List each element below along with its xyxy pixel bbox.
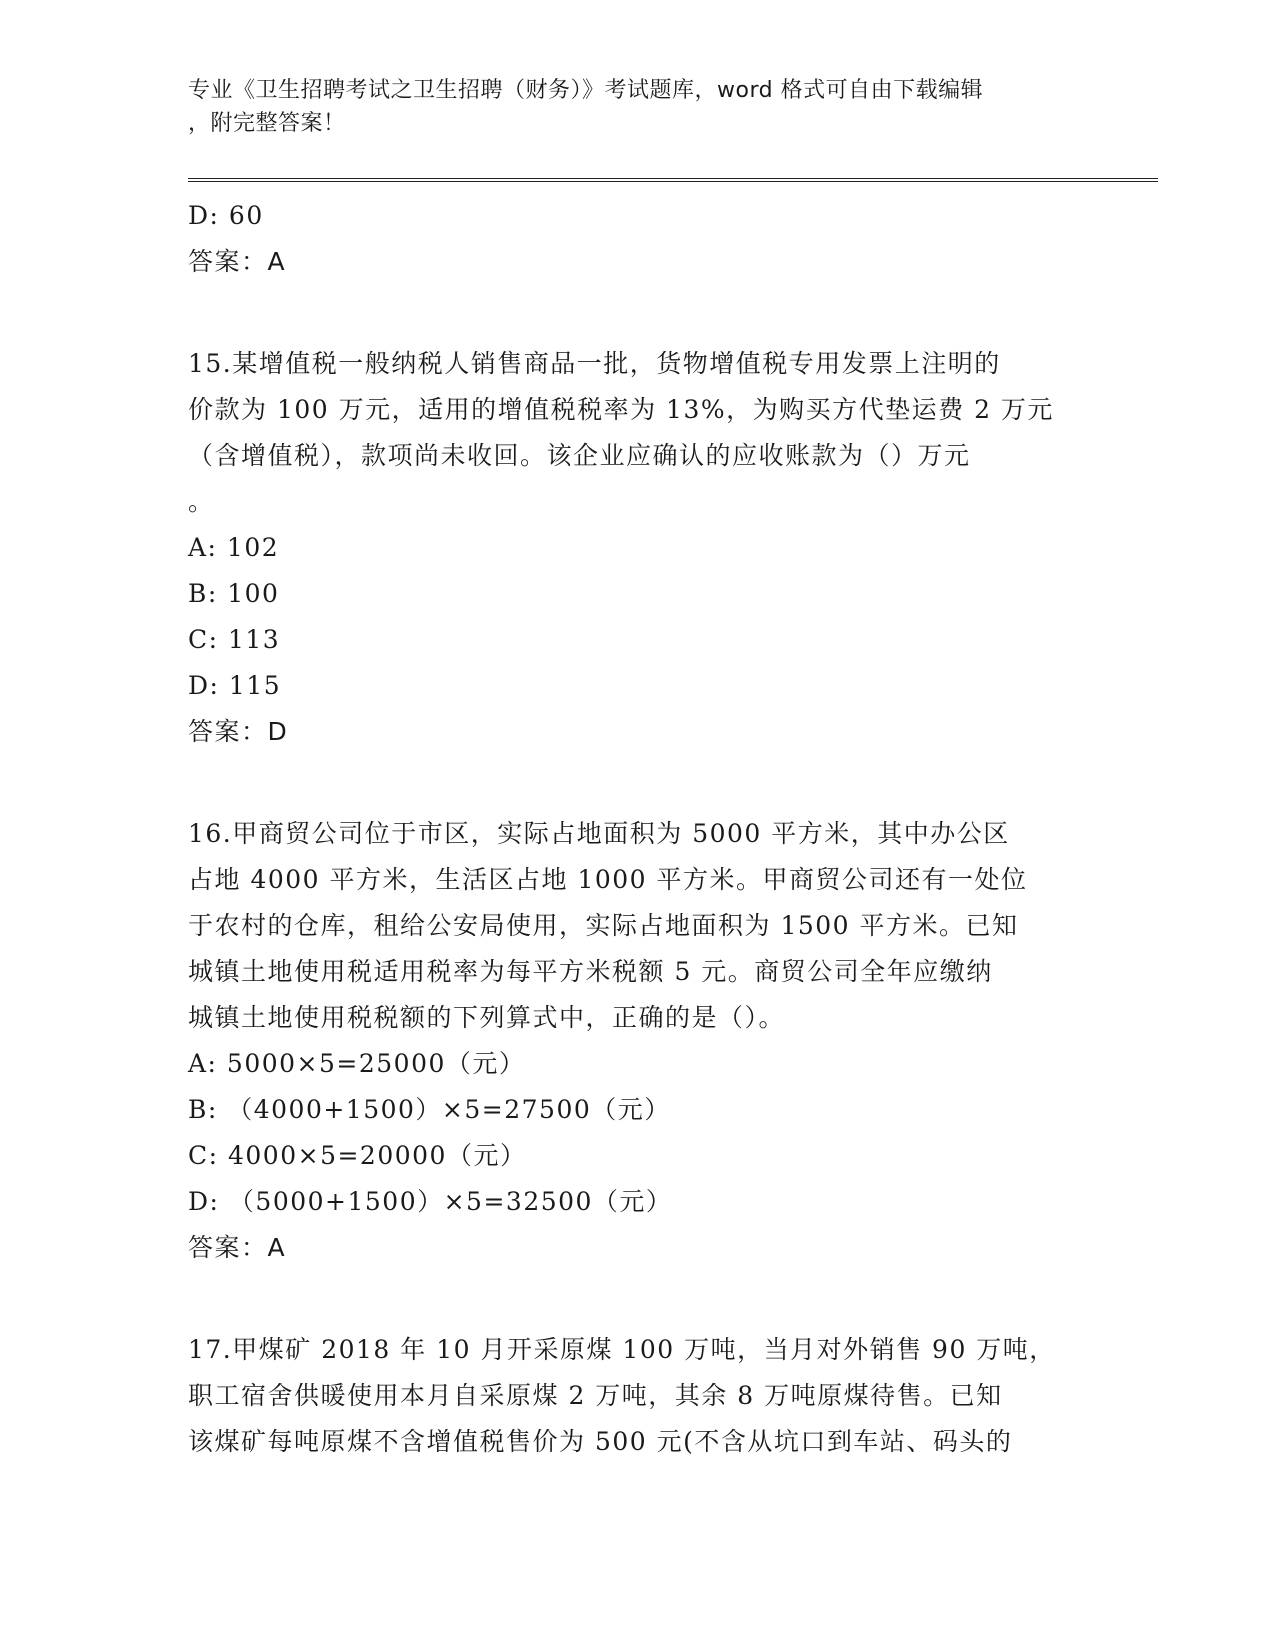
page-header — [188, 74, 1088, 140]
option-d: D: 115 — [188, 671, 282, 700]
question-15 — [188, 341, 1088, 755]
question-line: 。 — [188, 487, 215, 516]
option-d: D: 60 — [188, 201, 264, 230]
question-line: 占地 4000 平方米，生活区占地 1000 平方米。甲商贸公司还有一处位 — [188, 865, 1028, 894]
question-text — [188, 811, 1088, 1041]
question-17 — [188, 1327, 1088, 1465]
option-b: B: 100 — [188, 579, 280, 608]
option-a: A: 102 — [188, 533, 280, 562]
answer: 答案：D — [188, 717, 289, 746]
question-line: 于农村的仓库，租给公安局使用，实际占地面积为 1500 平方米。已知 — [188, 911, 1019, 940]
question-line: （含增值税），款项尚未收回。该企业应确认的应收账款为（）万元 — [188, 441, 971, 470]
option-d: D: （5000+1500）×5=32500（元） — [188, 1187, 673, 1216]
question-line: 15.某增值税一般纳税人销售商品一批，货物增值税专用发票上注明的 — [188, 349, 1001, 378]
header-line-2: ，附完整答案！ — [188, 111, 346, 136]
question-line: 17.甲煤矿 2018 年 10 月开采原煤 100 万吨，当月对外销售 90 万吨， — [188, 1335, 1056, 1364]
question-line: 城镇土地使用税适用税率为每平方米税额 5 元。商贸公司全年应缴纳 — [188, 957, 993, 986]
document-body — [188, 193, 1088, 1465]
question-16 — [188, 811, 1088, 1271]
question-line: 该煤矿每吨原煤不含增值税售价为 500 元(不含从坑口到车站、码头的 — [188, 1427, 1013, 1456]
answer: 答案：A — [188, 1233, 287, 1262]
question-line: 价款为 100 万元，适用的增值税税率为 13%，为购买方代垫运费 2 万元 — [188, 395, 1054, 424]
option-c: C: 113 — [188, 625, 281, 654]
question-line: 职工宿舍供暖使用本月自采原煤 2 万吨，其余 8 万吨原煤待售。已知 — [188, 1381, 1003, 1410]
header-divider — [188, 178, 1158, 182]
question-text — [188, 341, 1088, 525]
question-line: 城镇土地使用税税额的下列算式中，正确的是（）。 — [188, 1003, 786, 1032]
answer: 答案：A — [188, 247, 287, 276]
option-a: A: 5000×5=25000（元） — [188, 1049, 526, 1078]
prev-question-tail — [188, 193, 1088, 285]
option-c: C: 4000×5=20000（元） — [188, 1141, 527, 1170]
question-line: 16.甲商贸公司位于市区，实际占地面积为 5000 平方米，其中办公区 — [188, 819, 1010, 848]
header-line-1: 专业《卫生招聘考试之卫生招聘（财务）》考试题库，word 格式可自由下载编辑 — [188, 78, 984, 103]
question-text — [188, 1327, 1088, 1465]
option-b: B: （4000+1500）×5=27500（元） — [188, 1095, 671, 1124]
